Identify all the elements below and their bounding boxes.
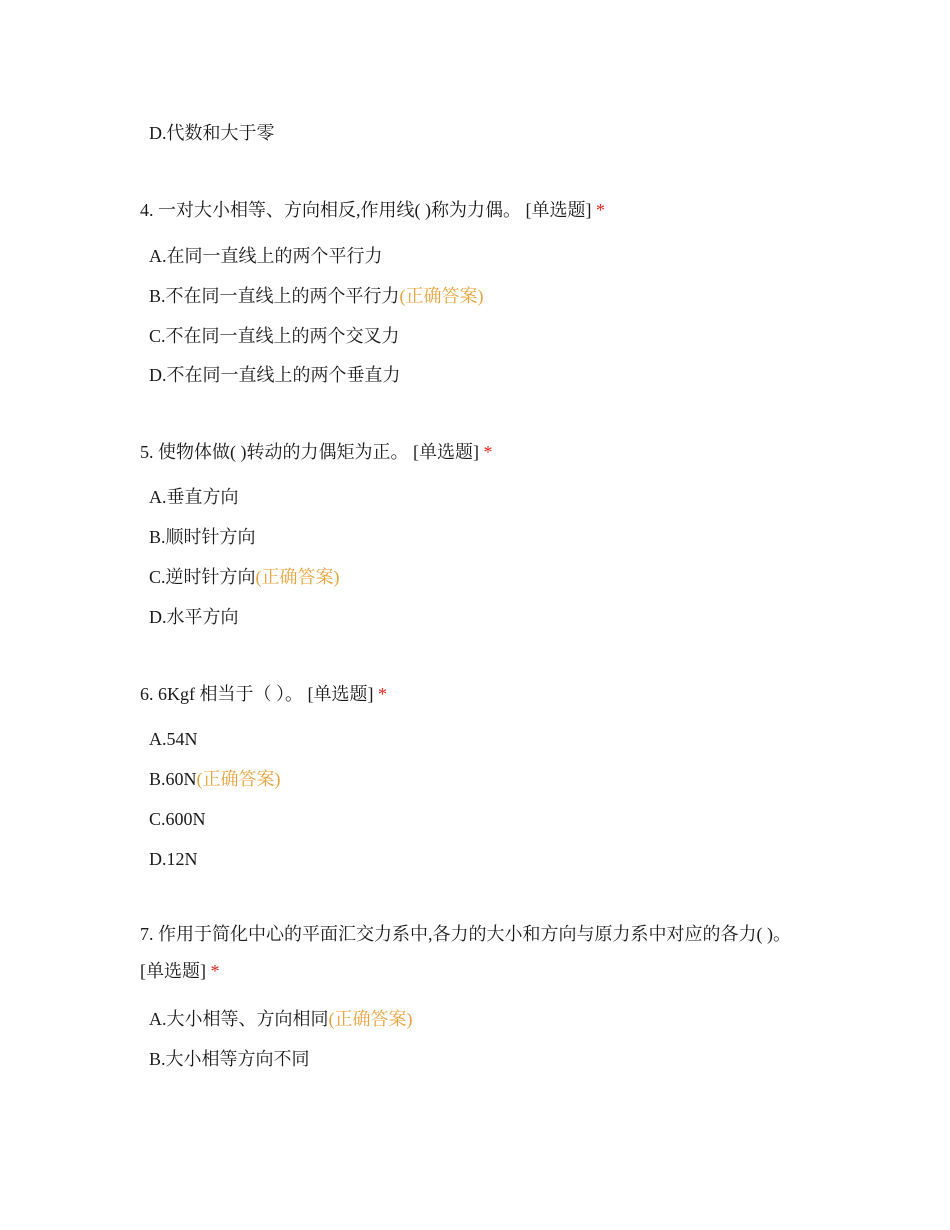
question-type-tag: [单选题] xyxy=(307,684,374,704)
option-q4-b[interactable] xyxy=(149,284,484,308)
option-q7-b[interactable] xyxy=(149,1047,310,1071)
option-text: A.在同一直线上的两个平行力 xyxy=(149,246,383,266)
option-prev-d[interactable] xyxy=(149,121,275,145)
required-mark: * xyxy=(378,684,387,704)
option-q5-b[interactable] xyxy=(149,525,256,549)
option-q4-a[interactable] xyxy=(149,244,383,268)
option-q7-a[interactable] xyxy=(149,1007,413,1031)
question-7-title xyxy=(140,916,800,990)
question-6-title xyxy=(140,682,387,706)
required-mark: * xyxy=(483,442,493,462)
question-type-tag: [单选题] xyxy=(413,442,479,462)
option-q5-c[interactable] xyxy=(149,565,340,589)
option-q6-c[interactable] xyxy=(149,807,206,831)
option-q6-a[interactable] xyxy=(149,727,198,751)
option-text: C.600N xyxy=(149,809,206,829)
option-text: A.垂直方向 xyxy=(149,487,239,507)
option-text: A.54N xyxy=(149,729,198,749)
option-text: D.12N xyxy=(149,849,198,869)
question-stem: 5. 使物体做( )转动的力偶矩为正。 xyxy=(140,442,409,462)
option-text: B.顺时针方向 xyxy=(149,527,256,547)
option-text: D.不在同一直线上的两个垂直力 xyxy=(149,365,401,385)
option-text: D.代数和大于零 xyxy=(149,123,275,143)
question-type-tag: [单选题] xyxy=(525,200,592,220)
question-stem: 6. 6Kgf 相当于（ ）。 xyxy=(140,684,303,704)
option-text: B.60N xyxy=(149,769,197,789)
option-q5-d[interactable] xyxy=(149,605,239,629)
option-text: B.大小相等方向不同 xyxy=(149,1049,310,1069)
question-4-title xyxy=(140,198,605,222)
question-stem: 7. 作用于简化中心的平面汇交力系中,各力的大小和方向与原力系中对应的各力( )。 xyxy=(140,924,791,944)
correct-answer-mark: (正确答案) xyxy=(399,286,484,306)
option-q6-b[interactable] xyxy=(149,767,281,791)
option-text: C.逆时针方向 xyxy=(149,567,256,587)
required-mark: * xyxy=(210,961,220,981)
option-q4-d[interactable] xyxy=(149,363,401,387)
question-stem: 4. 一对大小相等、方向相反,作用线( )称为力偶。 xyxy=(140,200,521,220)
question-5-title xyxy=(140,440,493,464)
correct-answer-mark: (正确答案) xyxy=(328,1009,413,1029)
option-text: B.不在同一直线上的两个平行力 xyxy=(149,286,400,306)
option-text: A.大小相等、方向相同 xyxy=(149,1009,329,1029)
option-q5-a[interactable] xyxy=(149,485,239,509)
option-q6-d[interactable] xyxy=(149,847,198,871)
question-type-tag: [单选题] xyxy=(140,961,206,981)
required-mark: * xyxy=(596,200,605,220)
option-text: C.不在同一直线上的两个交叉力 xyxy=(149,326,400,346)
correct-answer-mark: (正确答案) xyxy=(255,567,340,587)
option-q4-c[interactable] xyxy=(149,324,400,348)
correct-answer-mark: (正确答案) xyxy=(196,769,281,789)
option-text: D.水平方向 xyxy=(149,607,239,627)
